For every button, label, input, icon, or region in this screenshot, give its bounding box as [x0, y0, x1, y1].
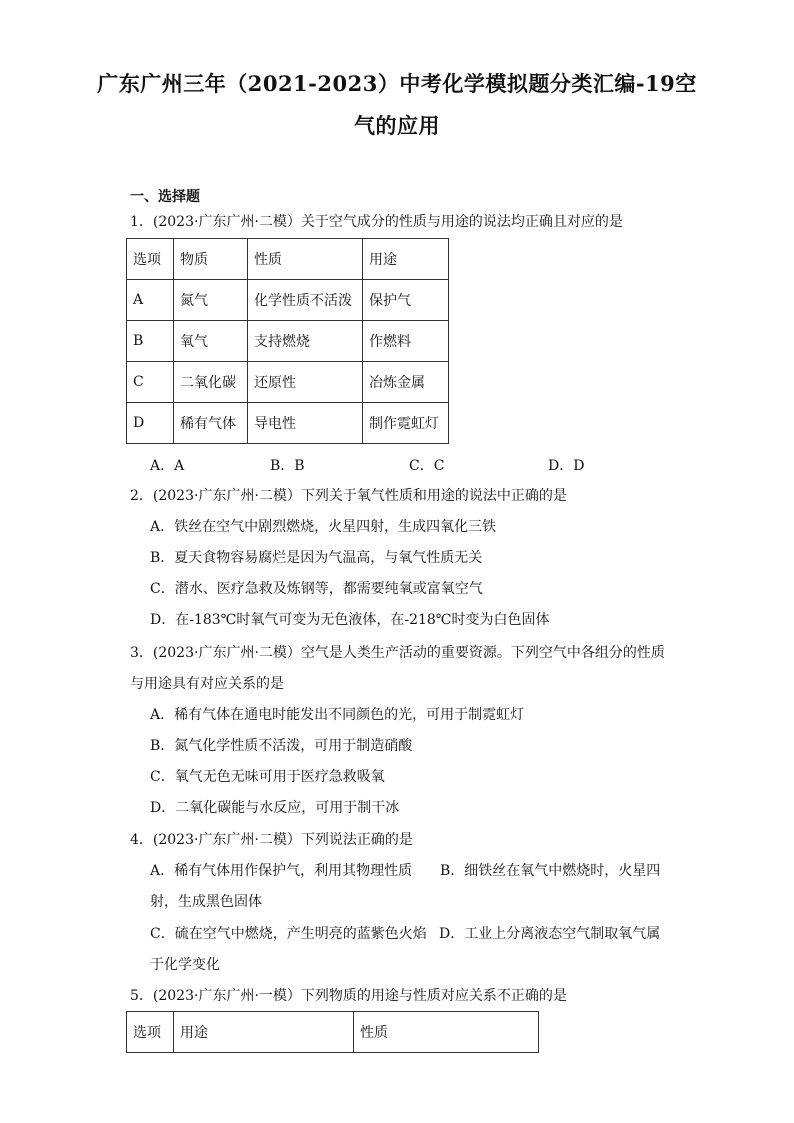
- table-cell: 冶炼金属: [363, 362, 449, 403]
- q4-stem: 4．(2023·广东广州·二模）下列说法正确的是: [130, 832, 413, 848]
- q2-option-d: D．在-183℃时氧气可变为无色液体，在-218℃时变为白色固体: [150, 612, 550, 628]
- q3-option-d: D．二氧化碳能与水反应，可用于制干冰: [150, 800, 400, 816]
- q3-option-c: C．氧气无色无味可用于医疗急救吸氧: [150, 769, 385, 785]
- table-cell: 导电性: [248, 403, 363, 444]
- table-cell: 支持燃烧: [248, 321, 363, 362]
- table-row: [127, 280, 449, 321]
- q3-option-a: A．稀有气体在通电时能发出不同颜色的光，可用于制霓虹灯: [150, 707, 525, 723]
- table-cell: 化学性质不活泼: [248, 280, 363, 321]
- table-cell: 保护气: [363, 280, 449, 321]
- table-cell: B: [127, 321, 174, 362]
- table-cell: 二氧化碳: [174, 362, 248, 403]
- document-title-line1: 广东广州三年（2021-2023）中考化学模拟题分类汇编-19空: [97, 71, 697, 96]
- q2-option-b: B．夏天食物容易腐烂是因为气温高，与氧气性质无关: [150, 550, 483, 566]
- q5-stem: 5．(2023·广东广州·一模）下列物质的用途与性质对应关系不正确的是: [130, 988, 567, 1004]
- table-header-cell: 物质: [174, 239, 248, 280]
- q1-option-a: A．A: [150, 458, 185, 474]
- table-header-row: [127, 239, 449, 280]
- q3-option-b: B．氮气化学性质不活泼，可用于制造硝酸: [150, 738, 413, 754]
- q3-stem-line1: 3．(2023·广东广州·二模）空气是人类生产活动的重要资源。下列空气中各组分的性质: [130, 645, 665, 661]
- table-cell: C: [127, 362, 174, 403]
- table-cell: 还原性: [248, 362, 363, 403]
- q4-option-a: A．稀有气体用作保护气，利用其物理性质: [150, 863, 413, 879]
- table-cell: 氮气: [174, 280, 248, 321]
- table-cell: 制作霓虹灯: [363, 403, 449, 444]
- q2-option-c: C．潜水、医疗急救及炼钢等，都需要纯氧或富氧空气: [150, 581, 483, 597]
- table-cell: 稀有气体: [174, 403, 248, 444]
- q4-option-d: D．工业上分离液态空气制取氧气属: [439, 926, 661, 942]
- table-header-cell: 性质: [354, 1012, 539, 1053]
- table-cell: D: [127, 403, 174, 444]
- table-header-row: [127, 1012, 539, 1053]
- q5-table: [126, 1011, 539, 1053]
- table-cell: 氧气: [174, 321, 248, 362]
- table-cell: 作燃料: [363, 321, 449, 362]
- table-header-cell: 选项: [127, 1012, 174, 1053]
- document-title-line2: 气的应用: [354, 113, 440, 138]
- q1-option-c: C．C: [409, 458, 445, 474]
- q2-option-a: A．铁丝在空气中剧烈燃烧，火星四射，生成四氧化三铁: [150, 519, 497, 535]
- table-header-cell: 选项: [127, 239, 174, 280]
- table-row: [127, 403, 449, 444]
- table-header-cell: 性质: [248, 239, 363, 280]
- q3-stem-line2: 与用途具有对应关系的是: [130, 676, 284, 692]
- q4-option-d-continued: 于化学变化: [150, 957, 220, 973]
- section-heading: 一、选择题: [130, 189, 200, 205]
- table-header-cell: 用途: [363, 239, 449, 280]
- q4-option-c: C．硫在空气中燃烧，产生明亮的蓝紫色火焰: [150, 926, 427, 942]
- q4-option-b-continued: 射，生成黑色固体: [150, 894, 262, 910]
- table-header-cell: 用途: [174, 1012, 354, 1053]
- q2-stem: 2．(2023·广东广州·二模）下列关于氧气性质和用途的说法中正确的是: [130, 488, 567, 504]
- table-cell: A: [127, 280, 174, 321]
- q1-table: [126, 238, 449, 444]
- q1-option-d: D．D: [548, 458, 585, 474]
- table-row: [127, 362, 449, 403]
- q1-stem: 1．(2023·广东广州·二模）关于空气成分的性质与用途的说法均正确且对应的是: [130, 214, 623, 230]
- table-row: [127, 321, 449, 362]
- q1-option-b: B．B: [270, 458, 305, 474]
- q4-option-b: B．细铁丝在氧气中燃烧时，火星四: [440, 863, 661, 879]
